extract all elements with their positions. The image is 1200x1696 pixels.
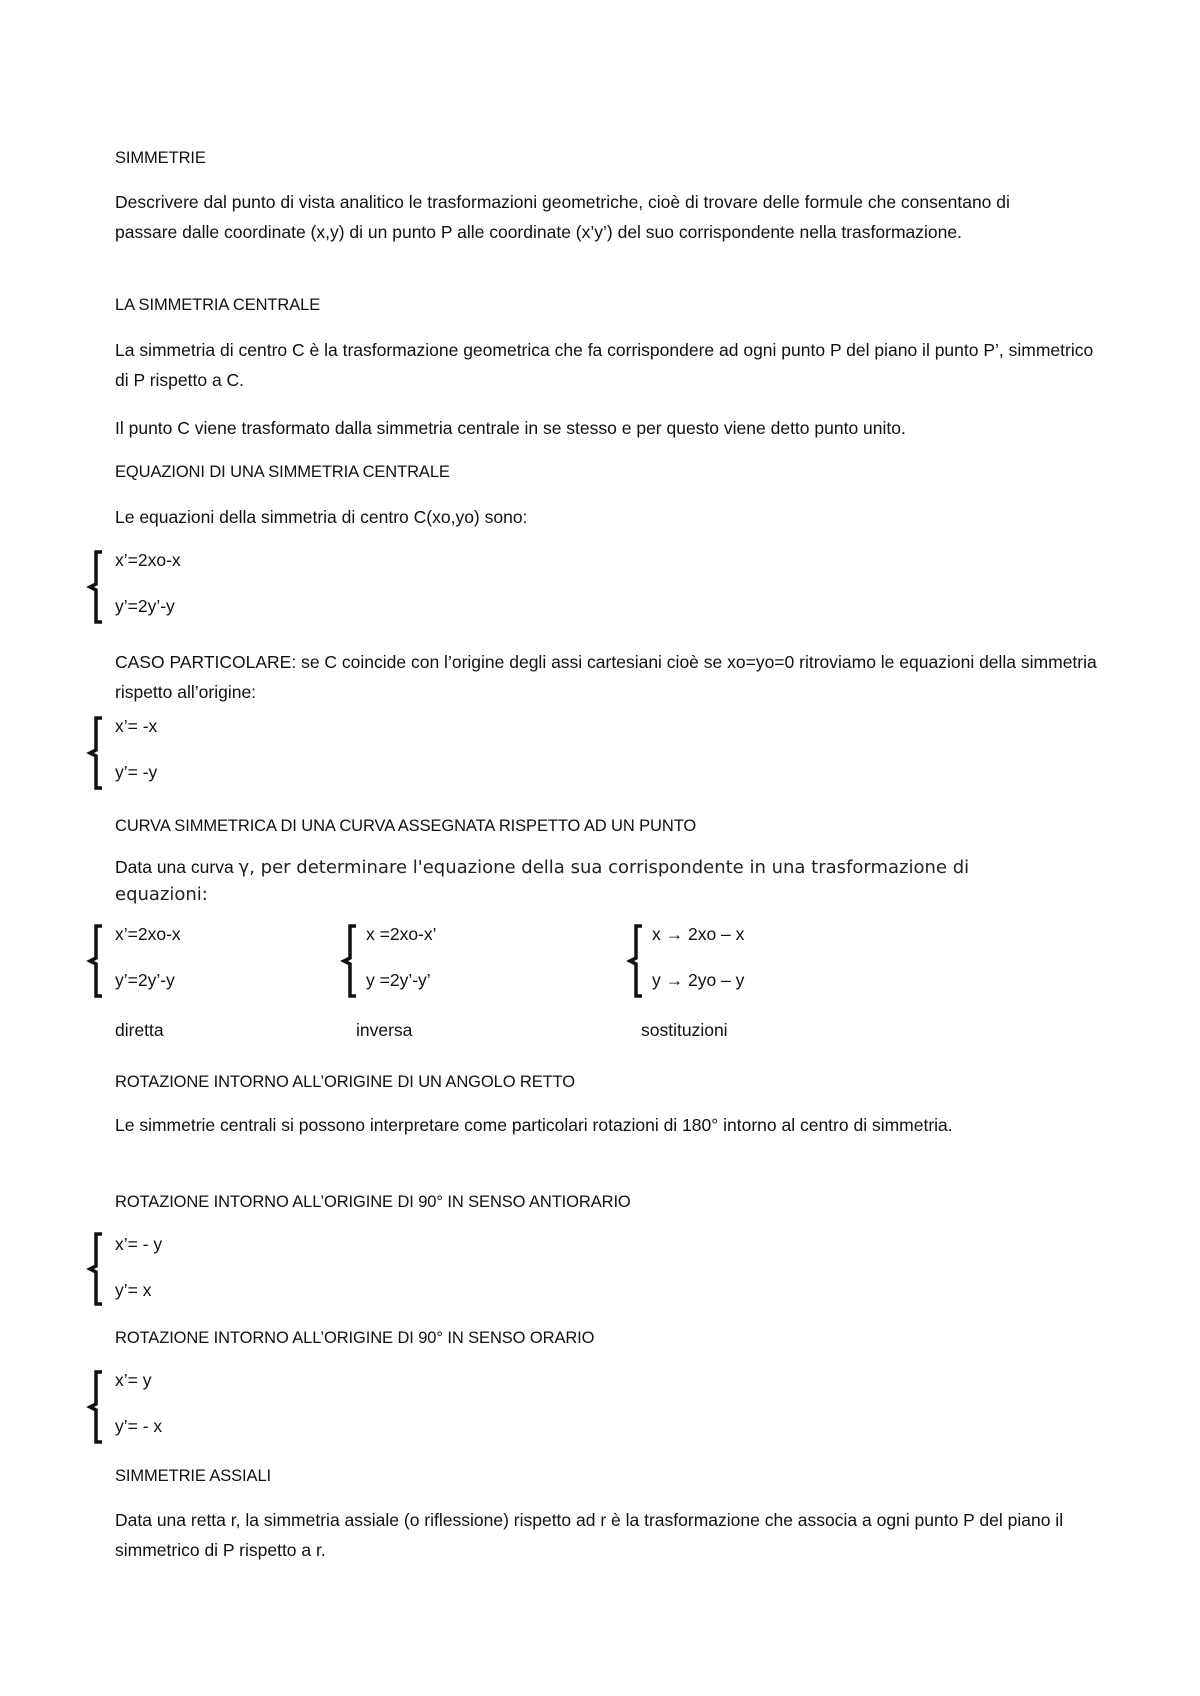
equations-intro: Le equazioni della simmetria di centro C(xo,yo) sono: [115,507,528,527]
brace-inverse [342,924,352,998]
curve-heading: CURVA SIMMETRICA DI UNA CURVA ASSEGNATA RISPETTO AD UN PUNTO [115,817,697,835]
central-paragraph-1: La simmetria di centro C è la trasformazione geometrica che fa corrispondere ad ogni punto P del piano il punto P’, simmetrico di P rispetto a C. [115,340,1094,390]
label-substitutions: sostituzioni [641,1020,728,1040]
rotation-heading: ROTAZIONE INTORNO ALL’ORIGINE DI UN ANGOLO RETTO [115,1073,576,1091]
special-case-paragraph: CASO PARTICOLARE: se C coincide con l’origine degli assi cartesiani cioè se xo=yo=0 ritroviamo le equazioni della simmetria rispetto all’origine: [115,652,1097,702]
system-2-eq-2: y’= -y [115,762,158,782]
cw-eq-2: y’= - x [115,1416,163,1436]
direct-eq-2: y’=2y’-y [115,970,175,990]
brace-system-1 [88,550,98,624]
inverse-eq-1: x =2xo-x’ [366,924,437,944]
axial-paragraph: Data una retta r, la simmetria assiale (o riflessione) rispetto ad r è la trasformazione che associa a ogni punto P del piano il simmetrico di P rispetto a r. [115,1510,1064,1560]
central-heading: LA SIMMETRIA CENTRALE [115,296,321,314]
inverse-eq-2: y =2y’-y’ [366,970,431,990]
ccw-eq-2: y’= x [115,1280,152,1300]
system-1-eq-2: y’=2y’-y [115,596,175,616]
label-inverse: inversa [356,1020,413,1040]
substitution-2: y → 2yo – y [652,970,745,990]
equations-heading: EQUAZIONI DI UNA SIMMETRIA CENTRALE [115,463,450,481]
brace-ccw [88,1232,98,1306]
brace-substitutions [628,924,638,998]
brace-direct [88,924,98,998]
cw-eq-1: x’= y [115,1370,152,1390]
curve-intro: Data una curva γ, per determinare l'equazione della sua corrispondente in una trasformazione di equazioni: [115,857,970,905]
intro-paragraph: Descrivere dal punto di vista analitico le trasformazioni geometriche, cioè di trovare delle formule che consentano di passare dalle coordinate (x,y) di un punto P alle coordinate (x’y’) del suo corrispondente nella trasformazione. [115,192,1010,242]
brace-cw [88,1370,98,1444]
ccw-eq-1: x’= - y [115,1234,163,1254]
rotation-cw-heading: ROTAZIONE INTORNO ALL’ORIGINE DI 90° IN SENSO ORARIO [115,1329,595,1347]
rotation-paragraph: Le simmetrie centrali si possono interpretare come particolari rotazioni di 180° intorno al centro di simmetria. [115,1115,953,1135]
brace-system-2 [88,716,98,790]
system-2-eq-1: x’= -x [115,716,158,736]
central-paragraph-2: Il punto C viene trasformato dalla simmetria centrale in se stesso e per questo viene detto punto unito. [115,418,906,438]
direct-eq-1: x’=2xo-x [115,924,181,944]
substitution-1: x → 2xo – x [652,924,745,944]
system-1-eq-1: x’=2xo-x [115,550,181,570]
axial-heading: SIMMETRIE ASSIALI [115,1467,272,1485]
page-title: SIMMETRIE [115,149,206,167]
label-direct: diretta [115,1020,164,1040]
rotation-ccw-heading: ROTAZIONE INTORNO ALL’ORIGINE DI 90° IN SENSO ANTIORARIO [115,1193,631,1211]
